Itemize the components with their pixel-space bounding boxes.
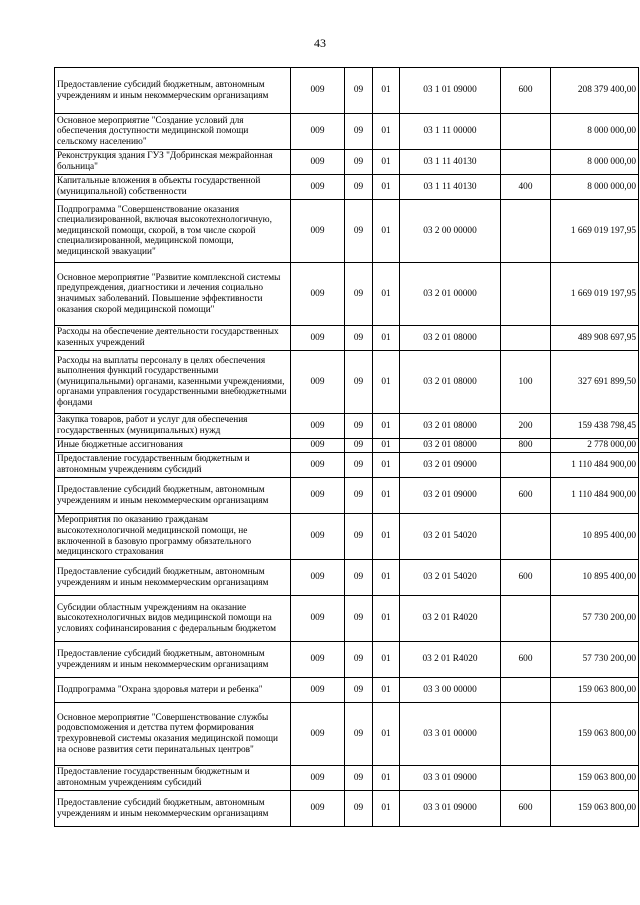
target-article-code: 03 1 11 40130 xyxy=(400,150,501,175)
subsection-code: 01 xyxy=(373,200,400,263)
subsection-code: 01 xyxy=(373,642,400,678)
row-name: Иные бюджетные ассигнования xyxy=(55,439,291,453)
section-code: 09 xyxy=(345,678,373,703)
row-name: Закупка товаров, работ и услуг для обеспечения государственных (муниципальных) нужд xyxy=(55,414,291,439)
table-row xyxy=(55,766,639,791)
target-article-code: 03 2 01 54020 xyxy=(400,514,501,560)
table-row xyxy=(55,642,639,678)
expense-type-code xyxy=(501,453,551,478)
table-row xyxy=(55,439,639,453)
amount: 8 000 000,00 xyxy=(551,150,639,175)
target-article-code: 03 3 01 09000 xyxy=(400,766,501,791)
expense-type-code: 600 xyxy=(501,642,551,678)
expense-type-code: 100 xyxy=(501,351,551,414)
target-article-code: 03 2 01 09000 xyxy=(400,453,501,478)
ministry-code: 009 xyxy=(291,263,345,326)
table-row xyxy=(55,414,639,439)
row-name: Предоставление государственным бюджетным и автономным учреждениям субсидий xyxy=(55,766,291,791)
subsection-code: 01 xyxy=(373,439,400,453)
expense-type-code xyxy=(501,200,551,263)
expense-type-code xyxy=(501,596,551,642)
section-code: 09 xyxy=(345,766,373,791)
table-row xyxy=(55,560,639,596)
ministry-code: 009 xyxy=(291,414,345,439)
row-name: Предоставление государственным бюджетным и автономным учреждениям субсидий xyxy=(55,453,291,478)
ministry-code: 009 xyxy=(291,114,345,150)
expense-type-code xyxy=(501,678,551,703)
row-name: Предоставление субсидий бюджетным, автономным учреждениям и иным некоммерческим организациям xyxy=(55,68,291,114)
row-name: Предоставление субсидий бюджетным, автономным учреждениям и иным некоммерческим организациям xyxy=(55,642,291,678)
table-row xyxy=(55,703,639,766)
target-article-code: 03 2 01 08000 xyxy=(400,414,501,439)
table-row xyxy=(55,351,639,414)
row-name: Предоставление субсидий бюджетным, автономным учреждениям и иным некоммерческим организациям xyxy=(55,791,291,827)
target-article-code: 03 2 01 54020 xyxy=(400,560,501,596)
ministry-code: 009 xyxy=(291,514,345,560)
target-article-code: 03 2 01 08000 xyxy=(400,351,501,414)
subsection-code: 01 xyxy=(373,596,400,642)
target-article-code: 03 2 01 08000 xyxy=(400,439,501,453)
ministry-code: 009 xyxy=(291,150,345,175)
subsection-code: 01 xyxy=(373,678,400,703)
expense-type-code xyxy=(501,150,551,175)
row-name: Мероприятия по оказанию гражданам высокотехнологичной медицинской помощи, не включенной в базовую программу обязательного медицинского страхования xyxy=(55,514,291,560)
section-code: 09 xyxy=(345,263,373,326)
table-row xyxy=(55,200,639,263)
subsection-code: 01 xyxy=(373,68,400,114)
target-article-code: 03 2 01 00000 xyxy=(400,263,501,326)
table-row xyxy=(55,326,639,351)
target-article-code: 03 1 11 00000 xyxy=(400,114,501,150)
ministry-code: 009 xyxy=(291,766,345,791)
amount: 1 110 484 900,00 xyxy=(551,453,639,478)
ministry-code: 009 xyxy=(291,439,345,453)
row-name: Субсидии областным учреждениям на оказание высокотехнологичных видов медицинской помощи на условиях софинансирования с федеральным бюджетом xyxy=(55,596,291,642)
section-code: 09 xyxy=(345,114,373,150)
expense-type-code xyxy=(501,263,551,326)
section-code: 09 xyxy=(345,68,373,114)
subsection-code: 01 xyxy=(373,175,400,200)
amount: 1 110 484 900,00 xyxy=(551,478,639,514)
target-article-code: 03 2 01 R4020 xyxy=(400,596,501,642)
amount: 10 895 400,00 xyxy=(551,514,639,560)
row-name: Капитальные вложения в объекты государственной (муниципальной) собственности xyxy=(55,175,291,200)
ministry-code: 009 xyxy=(291,596,345,642)
amount: 208 379 400,00 xyxy=(551,68,639,114)
table-row xyxy=(55,596,639,642)
table-row xyxy=(55,791,639,827)
section-code: 09 xyxy=(345,414,373,439)
row-name: Основное мероприятие "Совершенствование службы родовспоможения и детства путем формирования трехуровневой системы оказания медицинской помощи на основе развития сети перинатальных центров" xyxy=(55,703,291,766)
table-row xyxy=(55,453,639,478)
expense-type-code: 600 xyxy=(501,560,551,596)
subsection-code: 01 xyxy=(373,414,400,439)
ministry-code: 009 xyxy=(291,703,345,766)
expense-type-code: 800 xyxy=(501,439,551,453)
section-code: 09 xyxy=(345,175,373,200)
section-code: 09 xyxy=(345,453,373,478)
amount: 8 000 000,00 xyxy=(551,175,639,200)
ministry-code: 009 xyxy=(291,68,345,114)
row-name: Основное мероприятие "Создание условий для обеспечения доступности медицинской помощи сельскому населению" xyxy=(55,114,291,150)
row-name: Расходы на выплаты персоналу в целях обеспечения выполнения функций государственными (муниципальными) органами, казенными учреждениями, органами управления государственными внебюджетными фондами xyxy=(55,351,291,414)
subsection-code: 01 xyxy=(373,766,400,791)
section-code: 09 xyxy=(345,478,373,514)
ministry-code: 009 xyxy=(291,642,345,678)
target-article-code: 03 2 01 08000 xyxy=(400,326,501,351)
expense-type-code xyxy=(501,114,551,150)
page-number: 43 xyxy=(314,36,326,50)
section-code: 09 xyxy=(345,642,373,678)
table-row xyxy=(55,478,639,514)
amount: 159 063 800,00 xyxy=(551,791,639,827)
expense-type-code xyxy=(501,326,551,351)
target-article-code: 03 2 01 09000 xyxy=(400,478,501,514)
subsection-code: 01 xyxy=(373,560,400,596)
amount: 1 669 019 197,95 xyxy=(551,200,639,263)
amount: 159 063 800,00 xyxy=(551,766,639,791)
row-name: Основное мероприятие "Развитие комплексной системы предупреждения, диагностики и лечения социально значимых заболеваний. Повышение эффективности оказания скорой медицинской помощи" xyxy=(55,263,291,326)
ministry-code: 009 xyxy=(291,326,345,351)
amount: 489 908 697,95 xyxy=(551,326,639,351)
expense-type-code xyxy=(501,514,551,560)
section-code: 09 xyxy=(345,791,373,827)
amount: 327 691 899,50 xyxy=(551,351,639,414)
target-article-code: 03 3 00 00000 xyxy=(400,678,501,703)
amount: 57 730 200,00 xyxy=(551,642,639,678)
ministry-code: 009 xyxy=(291,351,345,414)
table-row xyxy=(55,175,639,200)
expense-type-code: 200 xyxy=(501,414,551,439)
section-code: 09 xyxy=(345,200,373,263)
section-code: 09 xyxy=(345,596,373,642)
row-name: Предоставление субсидий бюджетным, автономным учреждениям и иным некоммерческим организациям xyxy=(55,560,291,596)
table-row xyxy=(55,678,639,703)
amount: 159 063 800,00 xyxy=(551,678,639,703)
ministry-code: 009 xyxy=(291,478,345,514)
expense-type-code: 600 xyxy=(501,478,551,514)
section-code: 09 xyxy=(345,514,373,560)
table-row xyxy=(55,150,639,175)
ministry-code: 009 xyxy=(291,200,345,263)
ministry-code: 009 xyxy=(291,560,345,596)
target-article-code: 03 3 01 09000 xyxy=(400,791,501,827)
amount: 8 000 000,00 xyxy=(551,114,639,150)
target-article-code: 03 2 01 R4020 xyxy=(400,642,501,678)
ministry-code: 009 xyxy=(291,791,345,827)
section-code: 09 xyxy=(345,351,373,414)
subsection-code: 01 xyxy=(373,150,400,175)
amount: 57 730 200,00 xyxy=(551,596,639,642)
expense-type-code xyxy=(501,766,551,791)
section-code: 09 xyxy=(345,703,373,766)
ministry-code: 009 xyxy=(291,453,345,478)
expense-type-code xyxy=(501,703,551,766)
row-name: Предоставление субсидий бюджетным, автономным учреждениям и иным некоммерческим организациям xyxy=(55,478,291,514)
subsection-code: 01 xyxy=(373,703,400,766)
subsection-code: 01 xyxy=(373,351,400,414)
subsection-code: 01 xyxy=(373,326,400,351)
row-name: Подпрограмма "Совершенствование оказания специализированной, включая высокотехнологичную, медицинской помощи, скорой, в том числе скорой специализированной, медицинской помощи, медицинской эвакуации" xyxy=(55,200,291,263)
budget-table xyxy=(54,67,639,827)
expense-type-code: 600 xyxy=(501,791,551,827)
table-row xyxy=(55,514,639,560)
expense-type-code: 400 xyxy=(501,175,551,200)
row-name: Расходы на обеспечение деятельности государственных казенных учреждений xyxy=(55,326,291,351)
subsection-code: 01 xyxy=(373,791,400,827)
amount: 2 778 000,00 xyxy=(551,439,639,453)
target-article-code: 03 1 11 40130 xyxy=(400,175,501,200)
ministry-code: 009 xyxy=(291,678,345,703)
section-code: 09 xyxy=(345,150,373,175)
target-article-code: 03 3 01 00000 xyxy=(400,703,501,766)
row-name: Подпрограмма "Охрана здоровья матери и ребенка" xyxy=(55,678,291,703)
subsection-code: 01 xyxy=(373,514,400,560)
amount: 159 438 798,45 xyxy=(551,414,639,439)
expense-type-code: 600 xyxy=(501,68,551,114)
section-code: 09 xyxy=(345,439,373,453)
section-code: 09 xyxy=(345,560,373,596)
ministry-code: 009 xyxy=(291,175,345,200)
subsection-code: 01 xyxy=(373,453,400,478)
budget-table-body xyxy=(55,68,639,827)
amount: 1 669 019 197,95 xyxy=(551,263,639,326)
amount: 159 063 800,00 xyxy=(551,703,639,766)
target-article-code: 03 2 00 00000 xyxy=(400,200,501,263)
table-row xyxy=(55,263,639,326)
row-name: Реконструкция здания ГУЗ "Добринская межрайонная больница" xyxy=(55,150,291,175)
table-row xyxy=(55,68,639,114)
amount: 10 895 400,00 xyxy=(551,560,639,596)
target-article-code: 03 1 01 09000 xyxy=(400,68,501,114)
subsection-code: 01 xyxy=(373,263,400,326)
section-code: 09 xyxy=(345,326,373,351)
subsection-code: 01 xyxy=(373,478,400,514)
table-row xyxy=(55,114,639,150)
subsection-code: 01 xyxy=(373,114,400,150)
